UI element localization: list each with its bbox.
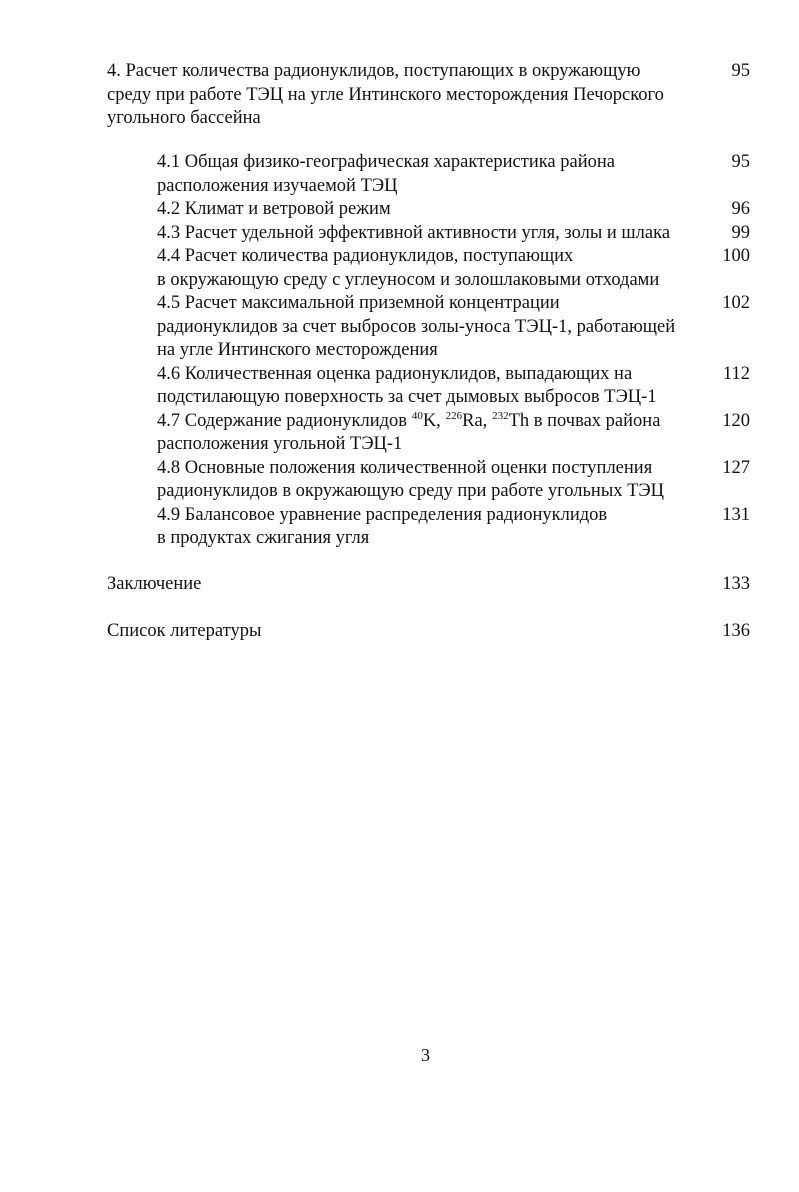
toc-entry-title-line [107, 60, 640, 84]
toc-text: расположения угольной ТЭЦ-1 [157, 434, 403, 454]
toc-page-number: 112 [722, 363, 750, 384]
toc-page-number: 95 [731, 152, 750, 172]
toc-entry-title-line [157, 339, 438, 363]
toc-entry-title-line [157, 363, 632, 387]
toc-text: радионуклидов в окружающую среду при работе угольных ТЭЦ [157, 481, 665, 501]
toc-entry-title-line [157, 504, 607, 528]
toc-text: 4.6 Количественная оценка радионуклидов, выпадающих на [157, 363, 633, 384]
toc-text: Список литературы [107, 621, 262, 641]
toc-entry-title-line [157, 386, 657, 410]
toc-page-number: 127 [722, 457, 750, 478]
toc-page-number: 96 [731, 199, 750, 219]
toc-entry-title-line [157, 198, 391, 222]
toc-text: 4.8 Основные положения количественной оценки поступления [157, 457, 653, 478]
toc-entry-title-line [107, 620, 261, 644]
toc-entry-title-line [157, 175, 397, 199]
toc-text: подстилающую поверхность за счет дымовых выбросов ТЭЦ-1 [157, 387, 657, 407]
toc-text: 4.9 Балансовое уравнение распределения радионуклидов [157, 504, 608, 525]
toc-text: 4.5 Расчет максимальной приземной концентрации [157, 293, 560, 313]
toc-entry-title-line [157, 527, 369, 551]
toc-page-number: 95 [731, 61, 750, 81]
toc-text: Заключение [107, 574, 202, 594]
toc-entry-title-line [157, 457, 652, 481]
isotope-superscript: ^226 [445, 409, 463, 422]
toc-text: расположения изучаемой ТЭЦ [157, 175, 398, 196]
toc-page-number: 100 [722, 246, 750, 266]
toc-page-number: 102 [722, 293, 750, 313]
toc-text: 4. Расчет количества радионуклидов, поступающих в окружающую [107, 61, 641, 81]
toc-entry-title-line [157, 410, 660, 434]
toc-page-number: 133 [722, 574, 750, 594]
toc-text: 4.4 Расчет количества радионуклидов, поступающих [157, 246, 574, 266]
toc-entry-title-line [157, 151, 615, 175]
toc-page-number: 136 [722, 621, 750, 641]
toc-text: 4.3 Расчет удельной эффективной активности угля, золы и шлака [157, 222, 671, 243]
toc-text: K, [422, 410, 446, 431]
toc-entry-title-line [107, 573, 201, 597]
toc-text: в продуктах сжигания угля [157, 528, 370, 548]
isotope-superscript: ^40 [411, 409, 423, 422]
toc-text: среду при работе ТЭЦ на угле Интинского месторождения Печорского [107, 84, 664, 105]
toc-text: угольного бассейна [107, 108, 261, 128]
toc-page-number: 120 [722, 410, 750, 431]
toc-text: в окружающую среду с углеуносом и золошлаковыми отходами [157, 269, 660, 290]
toc-entry-title-line [157, 245, 573, 269]
toc-text: на угле Интинского месторождения [157, 340, 438, 360]
toc-entry-title-line [157, 222, 670, 246]
toc-entry-title-line [157, 316, 675, 340]
toc-text: радионуклидов за счет выбросов золы-уноса ТЭЦ-1, работающей [157, 316, 676, 337]
toc-entry-title-line [157, 269, 659, 293]
toc-text: Th в почвах района [508, 410, 661, 431]
toc-text: 4.2 Климат и ветровой режим [157, 199, 391, 219]
toc-entry-title-line [157, 433, 402, 457]
toc-entry-title-line [107, 107, 261, 131]
page-number: 3 [421, 1045, 430, 1065]
toc-entry-title-line [157, 480, 664, 504]
toc-page-number: 99 [731, 222, 750, 243]
toc-entry-title-line [107, 84, 664, 108]
toc-page-number: 131 [722, 504, 750, 525]
toc-text: 4.7 Содержание радионуклидов [157, 410, 412, 431]
toc-text: 4.1 Общая физико-географическая характеристика района [157, 152, 615, 172]
toc-entry-title-line [157, 292, 560, 316]
isotope-superscript: ^232 [491, 409, 509, 422]
toc-text: Ra, [462, 410, 492, 431]
